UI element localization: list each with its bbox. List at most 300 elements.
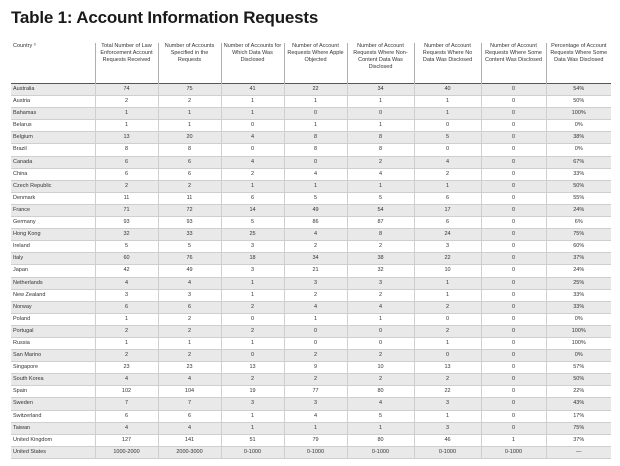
value-cell: 5: [414, 132, 481, 144]
country-cell: China: [11, 168, 95, 180]
value-cell: 0: [481, 217, 546, 229]
value-cell: 1: [414, 180, 481, 192]
value-cell: 1: [347, 180, 414, 192]
value-cell: 0-1000: [221, 446, 284, 458]
table-row: [11, 374, 611, 386]
value-cell: 127: [95, 434, 158, 446]
value-cell: 50%: [546, 96, 611, 108]
value-cell: 0: [481, 156, 546, 168]
value-cell: 10: [347, 362, 414, 374]
value-cell: 34: [347, 84, 414, 96]
value-cell: 13: [414, 362, 481, 374]
country-cell: Belarus: [11, 120, 95, 132]
value-cell: 37%: [546, 253, 611, 265]
value-cell: 2: [347, 289, 414, 301]
value-cell: 5: [347, 192, 414, 204]
value-cell: 4: [158, 374, 221, 386]
value-cell: 1: [284, 180, 347, 192]
value-cell: 2: [158, 350, 221, 362]
value-cell: 4: [284, 229, 347, 241]
value-cell: 13: [221, 362, 284, 374]
table-row: [11, 168, 611, 180]
value-cell: 67%: [546, 156, 611, 168]
table-row: [11, 253, 611, 265]
value-cell: 5: [221, 217, 284, 229]
value-cell: 0: [221, 120, 284, 132]
table-row: [11, 132, 611, 144]
value-cell: 8: [347, 229, 414, 241]
value-cell: 0: [481, 204, 546, 216]
table-row: [11, 84, 611, 96]
value-cell: 42: [95, 265, 158, 277]
value-cell: 4: [95, 277, 158, 289]
value-cell: 6: [95, 410, 158, 422]
value-cell: 19: [221, 386, 284, 398]
value-cell: 33%: [546, 168, 611, 180]
country-cell: Germany: [11, 217, 95, 229]
value-cell: 6: [95, 156, 158, 168]
country-cell: Poland: [11, 313, 95, 325]
value-cell: 1: [95, 337, 158, 349]
value-cell: 0-1000: [284, 446, 347, 458]
value-cell: 33: [158, 229, 221, 241]
country-cell: Bahamas: [11, 108, 95, 120]
value-cell: 21: [284, 265, 347, 277]
value-cell: 3: [221, 265, 284, 277]
table-row: [11, 156, 611, 168]
table-row: [11, 362, 611, 374]
value-cell: 3: [95, 289, 158, 301]
value-cell: 2: [221, 374, 284, 386]
country-cell: Canada: [11, 156, 95, 168]
value-cell: 22: [414, 253, 481, 265]
table-row: [11, 265, 611, 277]
value-cell: 32: [347, 265, 414, 277]
value-cell: 3: [347, 277, 414, 289]
header-row: [11, 43, 611, 84]
value-cell: 1: [284, 96, 347, 108]
country-cell: France: [11, 204, 95, 216]
value-cell: 41: [221, 84, 284, 96]
value-cell: 5: [284, 192, 347, 204]
table-row: [11, 410, 611, 422]
country-cell: Ireland: [11, 241, 95, 253]
value-cell: 79: [284, 434, 347, 446]
value-cell: 6: [158, 156, 221, 168]
value-cell: 1: [158, 120, 221, 132]
value-cell: 0: [347, 337, 414, 349]
value-cell: 0: [481, 192, 546, 204]
value-cell: 93: [95, 217, 158, 229]
value-cell: 0: [481, 180, 546, 192]
column-header: Percentage of Account Requests Where Some Data Was Disclosed: [546, 43, 611, 84]
column-header: Number of Account Requests Where Apple Objected: [284, 43, 347, 84]
value-cell: 7: [158, 398, 221, 410]
value-cell: 4: [414, 156, 481, 168]
value-cell: 1: [414, 289, 481, 301]
table-row: [11, 398, 611, 410]
value-cell: 7: [95, 398, 158, 410]
value-cell: 1: [158, 108, 221, 120]
value-cell: 2: [158, 96, 221, 108]
value-cell: 102: [95, 386, 158, 398]
value-cell: 0-1000: [414, 446, 481, 458]
value-cell: 22: [284, 84, 347, 96]
value-cell: 86: [284, 217, 347, 229]
value-cell: 1: [221, 337, 284, 349]
value-cell: 0: [481, 108, 546, 120]
value-cell: 1: [414, 337, 481, 349]
value-cell: 5: [95, 241, 158, 253]
value-cell: 2: [221, 301, 284, 313]
value-cell: 2: [158, 313, 221, 325]
value-cell: 0: [481, 229, 546, 241]
value-cell: 54%: [546, 84, 611, 96]
table-row: [11, 325, 611, 337]
value-cell: 60: [95, 253, 158, 265]
value-cell: 3: [284, 277, 347, 289]
value-cell: 0: [481, 253, 546, 265]
value-cell: 9: [284, 362, 347, 374]
country-cell: Norway: [11, 301, 95, 313]
value-cell: 1: [221, 108, 284, 120]
value-cell: 8: [284, 132, 347, 144]
value-cell: 1: [221, 180, 284, 192]
table-row: [11, 144, 611, 156]
value-cell: 57%: [546, 362, 611, 374]
value-cell: 4: [284, 410, 347, 422]
value-cell: 0: [481, 313, 546, 325]
column-header: Number of Accounts for Which Data Was Disclosed: [221, 43, 284, 84]
value-cell: 0%: [546, 120, 611, 132]
value-cell: 51: [221, 434, 284, 446]
value-cell: 76: [158, 253, 221, 265]
value-cell: 100%: [546, 108, 611, 120]
value-cell: 80: [347, 386, 414, 398]
value-cell: 2: [95, 350, 158, 362]
country-cell: Hong Kong: [11, 229, 95, 241]
country-cell: Switzerland: [11, 410, 95, 422]
value-cell: 1: [414, 96, 481, 108]
value-cell: 0: [481, 265, 546, 277]
value-cell: 5: [347, 410, 414, 422]
value-cell: 4: [284, 301, 347, 313]
country-cell: Singapore: [11, 362, 95, 374]
value-cell: 1: [221, 422, 284, 434]
value-cell: 2: [95, 96, 158, 108]
value-cell: 0: [481, 386, 546, 398]
value-cell: 0: [414, 120, 481, 132]
table-title: Table 1: Account Information Requests: [11, 8, 319, 27]
value-cell: 71: [95, 204, 158, 216]
table-row: [11, 386, 611, 398]
country-cell: United States: [11, 446, 95, 458]
value-cell: 1: [414, 277, 481, 289]
value-cell: 55%: [546, 192, 611, 204]
value-cell: 0: [284, 108, 347, 120]
value-cell: 0: [284, 337, 347, 349]
value-cell: 4: [95, 374, 158, 386]
value-cell: 4: [221, 132, 284, 144]
value-cell: 2000-3000: [158, 446, 221, 458]
table-row: [11, 217, 611, 229]
value-cell: 24%: [546, 265, 611, 277]
value-cell: 0: [414, 350, 481, 362]
value-cell: 3: [414, 422, 481, 434]
value-cell: 0: [481, 96, 546, 108]
value-cell: 11: [95, 192, 158, 204]
value-cell: 22%: [546, 386, 611, 398]
value-cell: 0: [481, 325, 546, 337]
value-cell: 0: [221, 313, 284, 325]
value-cell: 77: [284, 386, 347, 398]
value-cell: 2: [347, 350, 414, 362]
value-cell: 0: [284, 156, 347, 168]
country-cell: Austria: [11, 96, 95, 108]
column-header: Country ³: [13, 43, 36, 49]
value-cell: 0: [481, 374, 546, 386]
country-cell: South Korea: [11, 374, 95, 386]
value-cell: 40: [414, 84, 481, 96]
value-cell: 20: [158, 132, 221, 144]
country-cell: Japan: [11, 265, 95, 277]
value-cell: 54: [347, 204, 414, 216]
value-cell: 22: [414, 386, 481, 398]
value-cell: 23: [158, 362, 221, 374]
table-row: [11, 108, 611, 120]
value-cell: 0: [481, 84, 546, 96]
value-cell: 1: [95, 313, 158, 325]
value-cell: 33%: [546, 301, 611, 313]
value-cell: 0: [481, 277, 546, 289]
value-cell: 0: [414, 144, 481, 156]
table-row: [11, 120, 611, 132]
value-cell: 5: [158, 241, 221, 253]
value-cell: 0%: [546, 350, 611, 362]
value-cell: 0-1000: [481, 446, 546, 458]
value-cell: 10: [414, 265, 481, 277]
value-cell: 1: [284, 422, 347, 434]
column-header: Total Number of Law Enforcement Account Requests Received: [95, 43, 158, 84]
value-cell: 6%: [546, 217, 611, 229]
value-cell: 37%: [546, 434, 611, 446]
value-cell: 6: [158, 301, 221, 313]
value-cell: 18: [221, 253, 284, 265]
value-cell: 3: [414, 241, 481, 253]
value-cell: 34: [284, 253, 347, 265]
country-cell: Czech Republic: [11, 180, 95, 192]
value-cell: 1: [481, 434, 546, 446]
table-row: [11, 277, 611, 289]
value-cell: 4: [158, 277, 221, 289]
value-cell: 75%: [546, 229, 611, 241]
value-cell: 2: [284, 241, 347, 253]
value-cell: 11: [158, 192, 221, 204]
value-cell: 0: [221, 350, 284, 362]
value-cell: 6: [414, 192, 481, 204]
value-cell: 93: [158, 217, 221, 229]
value-cell: 50%: [546, 180, 611, 192]
value-cell: 1: [284, 313, 347, 325]
country-cell: Belgium: [11, 132, 95, 144]
value-cell: 1000-2000: [95, 446, 158, 458]
value-cell: 0: [481, 337, 546, 349]
value-cell: 24%: [546, 204, 611, 216]
value-cell: 104: [158, 386, 221, 398]
value-cell: 2: [95, 325, 158, 337]
value-cell: 4: [347, 301, 414, 313]
country-cell: Denmark: [11, 192, 95, 204]
value-cell: 6: [95, 301, 158, 313]
value-cell: 1: [158, 337, 221, 349]
value-cell: 3: [284, 398, 347, 410]
value-cell: 13: [95, 132, 158, 144]
value-cell: 0: [481, 168, 546, 180]
value-cell: 1: [414, 410, 481, 422]
value-cell: 0: [347, 108, 414, 120]
table-row: [11, 313, 611, 325]
value-cell: 87: [347, 217, 414, 229]
value-cell: 24: [414, 229, 481, 241]
value-cell: 2: [158, 180, 221, 192]
value-cell: 1: [284, 120, 347, 132]
value-cell: 3: [221, 241, 284, 253]
value-cell: 1: [221, 410, 284, 422]
table-header: [11, 43, 611, 84]
country-cell: Spain: [11, 386, 95, 398]
value-cell: 72: [158, 204, 221, 216]
value-cell: 0: [481, 301, 546, 313]
value-cell: 1: [95, 108, 158, 120]
value-cell: 4: [284, 168, 347, 180]
value-cell: 60%: [546, 241, 611, 253]
value-cell: 25: [221, 229, 284, 241]
country-cell: Italy: [11, 253, 95, 265]
country-cell: United Kingdom: [11, 434, 95, 446]
value-cell: 0: [481, 410, 546, 422]
table-row: [11, 301, 611, 313]
country-cell: Netherlands: [11, 277, 95, 289]
value-cell: 0%: [546, 313, 611, 325]
value-cell: 32: [95, 229, 158, 241]
value-cell: 2: [221, 325, 284, 337]
value-cell: 25%: [546, 277, 611, 289]
value-cell: 2: [158, 325, 221, 337]
value-cell: 0: [347, 325, 414, 337]
value-cell: 0: [481, 398, 546, 410]
column-header: Number of Account Requests Where Some Content Was Disclosed: [481, 43, 546, 84]
value-cell: 4: [221, 156, 284, 168]
value-cell: 0: [481, 120, 546, 132]
value-cell: 4: [347, 168, 414, 180]
value-cell: 75: [158, 84, 221, 96]
value-cell: 141: [158, 434, 221, 446]
country-cell: Taiwan: [11, 422, 95, 434]
value-cell: 1: [347, 422, 414, 434]
value-cell: 0%: [546, 144, 611, 156]
value-cell: 8: [347, 132, 414, 144]
value-cell: 0: [481, 132, 546, 144]
value-cell: 49: [158, 265, 221, 277]
value-cell: 46: [414, 434, 481, 446]
value-cell: —: [546, 446, 611, 458]
value-cell: 2: [284, 350, 347, 362]
value-cell: 2: [414, 325, 481, 337]
value-cell: 1: [95, 120, 158, 132]
value-cell: 2: [414, 301, 481, 313]
value-cell: 38%: [546, 132, 611, 144]
table-row: [11, 446, 611, 458]
value-cell: 75%: [546, 422, 611, 434]
value-cell: 0: [221, 144, 284, 156]
value-cell: 23: [95, 362, 158, 374]
value-cell: 80: [347, 434, 414, 446]
value-cell: 17%: [546, 410, 611, 422]
value-cell: 3: [221, 398, 284, 410]
value-cell: 6: [414, 217, 481, 229]
value-cell: 6: [158, 168, 221, 180]
value-cell: 3: [414, 398, 481, 410]
table-row: [11, 422, 611, 434]
table-row: [11, 192, 611, 204]
table-row: [11, 289, 611, 301]
value-cell: 14: [221, 204, 284, 216]
column-header: Number of Accounts Specified in the Requests: [158, 43, 221, 84]
value-cell: 74: [95, 84, 158, 96]
value-cell: 2: [284, 374, 347, 386]
table-row: [11, 434, 611, 446]
value-cell: 50%: [546, 374, 611, 386]
value-cell: 43%: [546, 398, 611, 410]
value-cell: 1: [221, 277, 284, 289]
value-cell: 4: [347, 398, 414, 410]
value-cell: 0: [414, 313, 481, 325]
value-cell: 17: [414, 204, 481, 216]
table-row: [11, 229, 611, 241]
country-cell: San Marino: [11, 350, 95, 362]
value-cell: 8: [158, 144, 221, 156]
value-cell: 0: [481, 144, 546, 156]
value-cell: 2: [414, 168, 481, 180]
value-cell: 1: [347, 313, 414, 325]
column-header: Number of Account Requests Where Non-Content Data Was Disclosed: [347, 43, 414, 84]
country-cell: Sweden: [11, 398, 95, 410]
value-cell: 1: [221, 289, 284, 301]
value-cell: 4: [158, 422, 221, 434]
country-cell: New Zealand: [11, 289, 95, 301]
value-cell: 8: [95, 144, 158, 156]
value-cell: 1: [414, 108, 481, 120]
country-cell: Portugal: [11, 325, 95, 337]
country-cell: Brazil: [11, 144, 95, 156]
value-cell: 2: [347, 241, 414, 253]
table-row: [11, 204, 611, 216]
value-cell: 0: [481, 241, 546, 253]
value-cell: 8: [284, 144, 347, 156]
column-header: Number of Account Requests Where No Data Was Disclosed: [414, 43, 481, 84]
value-cell: 6: [95, 168, 158, 180]
value-cell: 2: [284, 289, 347, 301]
value-cell: 6: [158, 410, 221, 422]
value-cell: 2: [347, 156, 414, 168]
value-cell: 2: [414, 374, 481, 386]
country-cell: Australia: [11, 84, 95, 96]
table-body: [11, 84, 611, 459]
value-cell: 2: [347, 374, 414, 386]
value-cell: 1: [221, 96, 284, 108]
value-cell: 0: [284, 325, 347, 337]
value-cell: 0: [481, 289, 546, 301]
